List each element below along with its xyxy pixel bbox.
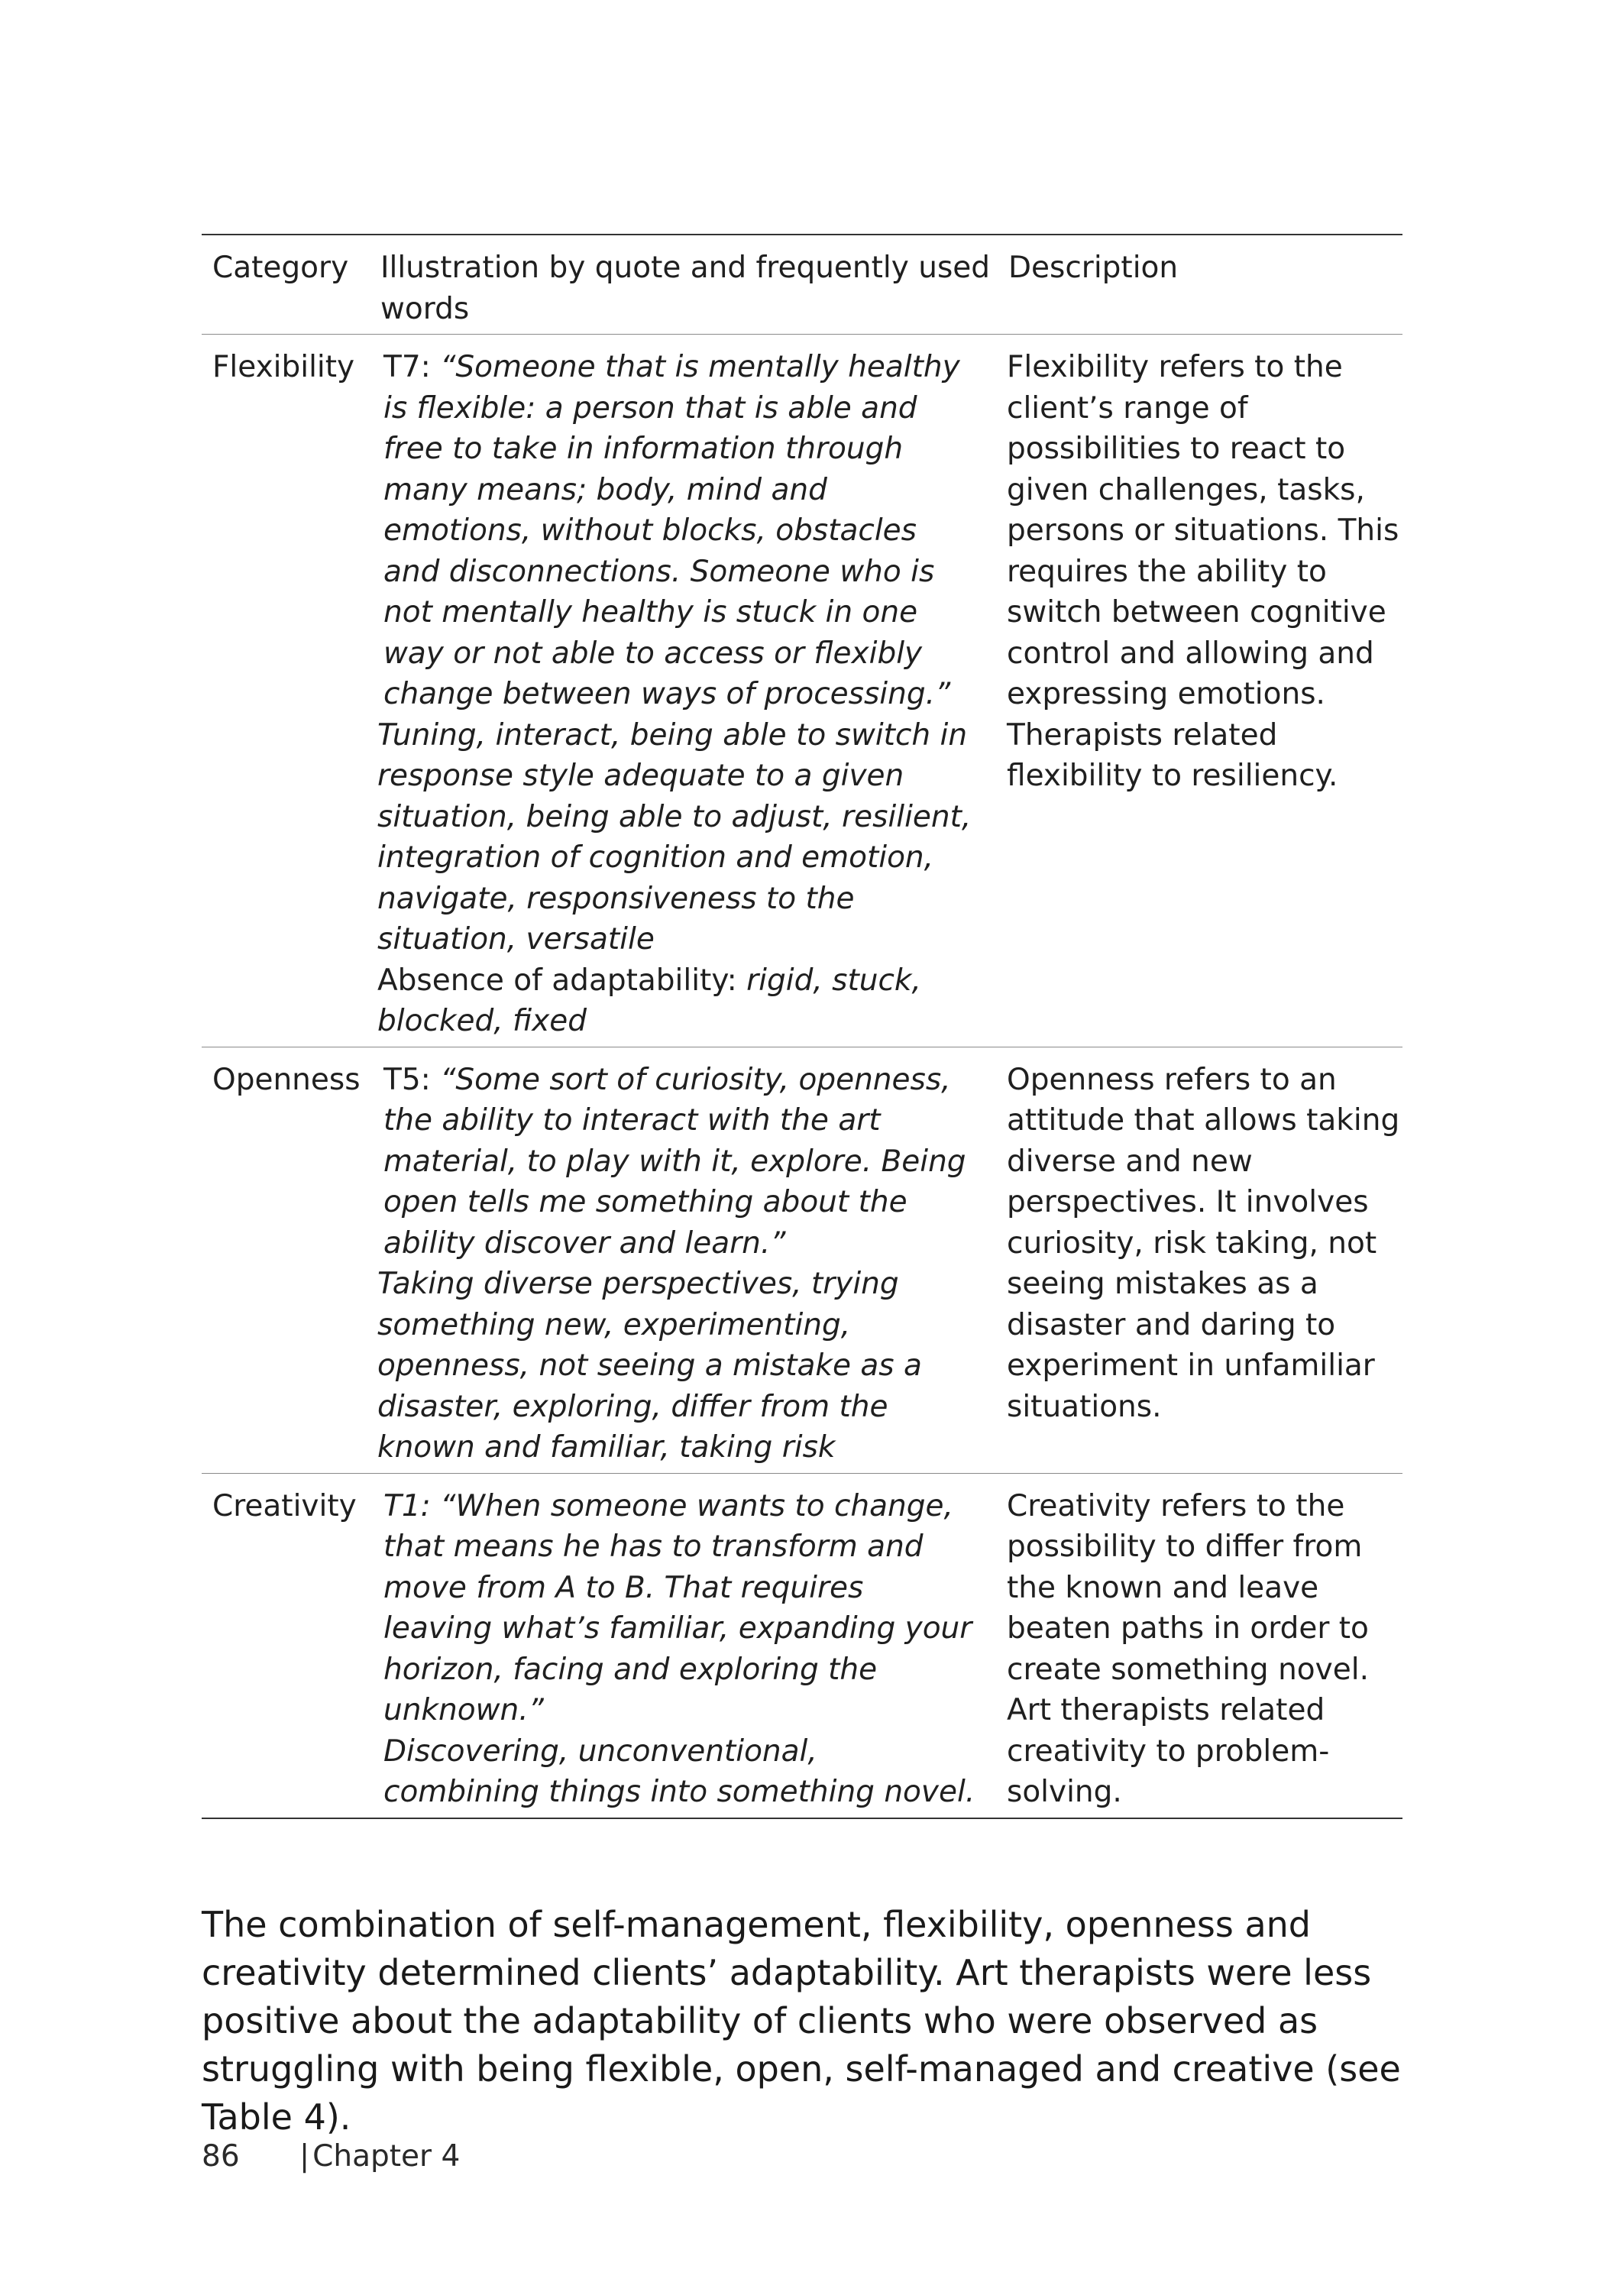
row-quote (377, 1060, 976, 1264)
absence-label: Absence of adaptability: (377, 963, 737, 998)
quote-speaker: T1: (383, 1488, 431, 1523)
absence-words: rigid, stuck, blocked, fixed (377, 963, 921, 1038)
row-description: Creativity refers to the possibility to differ from the known and leave beaten paths in order to create something novel. Art therapists related creativity to problem-solving. (1007, 1488, 1369, 1809)
table-header-row (202, 235, 1402, 335)
categories-table (202, 234, 1402, 1819)
quote-text: “Some sort of curiosity, openness, the ability to interact with the art material, to play with it, explore. Being open tells me something about the ability discover and learn.” (383, 1062, 966, 1261)
footer-separator: | (299, 2139, 310, 2174)
header-description: Description (1008, 251, 1179, 285)
quote-speaker: T5: (383, 1062, 431, 1097)
row-frequent-words: Taking diverse perspectives, trying something new, experimenting, openness, not seeing a mistake as a disaster, exploring, differ from the known and familiar, taking risk (377, 1267, 922, 1465)
row-frequent-words: Discovering, unconventional, combining things into something novel. (383, 1734, 975, 1809)
row-illustration (370, 1473, 998, 1818)
row-category: Creativity (212, 1488, 357, 1523)
row-quote (377, 347, 976, 715)
row-description: Flexibility refers to the client’s range of possibilities to react to given challenges, tasks, persons or situations. This requires the ability to switch between cognitive control and allowing and expressing emotions. Therapists related flexibility to resiliency. (1007, 350, 1399, 793)
row-illustration (370, 335, 998, 1047)
quote-text: “When someone wants to change, that means he has to transform and move from A to B. That requires leaving what’s familiar, expanding your horizon, facing and exploring the unknown.” (383, 1488, 972, 1727)
table-row (202, 1473, 1402, 1818)
row-absence (377, 960, 976, 1042)
page-footer (202, 2138, 460, 2176)
table-row (202, 1047, 1402, 1473)
header-illustration: Illustration by quote and frequently used words (380, 251, 991, 326)
row-category: Openness (212, 1062, 361, 1097)
quote-text: “Someone that is mentally healthy is flexible: a person that is able and free to take in information through many means; body, mind and emotions, without blocks, obstacles and disconnections. Someone who is not mentally healthy is stuck in one way or not able to access or flexibly change between ways of processing.” (383, 350, 960, 711)
quote-speaker: T7: (383, 350, 431, 384)
row-quote (377, 1486, 976, 1731)
categories-table-container (202, 234, 1402, 1819)
page-number: 86 (202, 2139, 240, 2174)
chapter-label: Chapter 4 (312, 2139, 461, 2174)
row-frequent-words: Tuning, interact, being able to switch in response style adequate to a given situation, being able to adjust, resilient, integration of cognition and emotion, navigate, responsiveness to the situation, versatile (377, 717, 972, 957)
row-illustration (370, 1047, 998, 1473)
table-row (202, 335, 1402, 1047)
body-paragraph: The combination of self-management, flexibility, openness and creativity determined clients’ adaptability. Art therapists were less positive about the adaptability of clients who were observed as struggling with being flexible, open, self-managed and creative (see Table 4). (202, 1904, 1401, 2138)
header-category: Category (212, 251, 349, 285)
row-description: Openness refers to an attitude that allows taking diverse and new perspectives. It involves curiosity, risk taking, not seeing mistakes as a disaster and daring to experiment in unfamiliar situations. (1007, 1062, 1400, 1424)
row-category: Flexibility (212, 350, 355, 384)
